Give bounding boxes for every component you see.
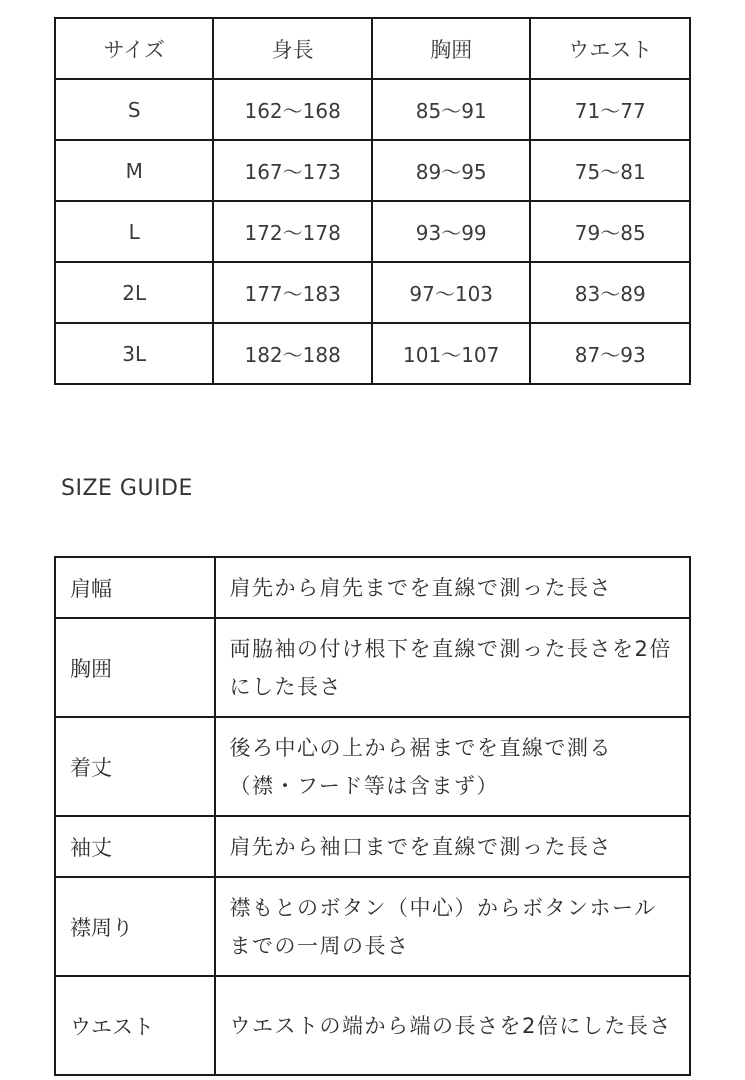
height-cell: 162〜168 (213, 79, 372, 140)
chest-cell: 101〜107 (372, 323, 531, 384)
height-cell: 182〜188 (213, 323, 372, 384)
table-row (55, 323, 690, 384)
chest-cell: 97〜103 (372, 262, 531, 323)
height-cell: 167〜173 (213, 140, 372, 201)
table-row (55, 557, 690, 618)
guide-value-cell: 後ろ中心の上から裾までを直線で測る（襟・フード等は含まず） (215, 717, 691, 816)
guide-value-cell: 肩先から袖口までを直線で測った長さ (215, 816, 691, 877)
table-row (55, 976, 690, 1075)
size-guide-table (54, 556, 691, 1076)
size-cell: L (55, 201, 213, 262)
waist-cell: 83〜89 (530, 262, 690, 323)
size-cell: 3L (55, 323, 213, 384)
guide-key-cell: ウエスト (55, 976, 215, 1075)
size-cell: M (55, 140, 213, 201)
size-table (54, 17, 691, 385)
waist-cell: 75〜81 (530, 140, 690, 201)
waist-cell: 71〜77 (530, 79, 690, 140)
guide-value-cell: 肩先から肩先までを直線で測った長さ (215, 557, 691, 618)
table-row (55, 79, 690, 140)
table-row (55, 877, 690, 976)
chest-cell: 85〜91 (372, 79, 531, 140)
size-cell: 2L (55, 262, 213, 323)
chest-header-cell: 胸囲 (372, 18, 531, 79)
table-row (55, 262, 690, 323)
chest-cell: 93〜99 (372, 201, 531, 262)
size-cell: S (55, 79, 213, 140)
table-row (55, 140, 690, 201)
waist-cell: 79〜85 (530, 201, 690, 262)
guide-key-cell: 肩幅 (55, 557, 215, 618)
guide-key-cell: 胸囲 (55, 618, 215, 717)
table-row (55, 618, 690, 717)
table-row (55, 201, 690, 262)
waist-cell: 87〜93 (530, 323, 690, 384)
height-cell: 177〜183 (213, 262, 372, 323)
height-header-cell: 身長 (213, 18, 372, 79)
size-guide-heading: SIZE GUIDE (61, 476, 193, 501)
waist-header-cell: ウエスト (530, 18, 690, 79)
size-header-cell: サイズ (55, 18, 213, 79)
guide-value-cell: ウエストの端から端の長さを2倍にした長さ (215, 976, 691, 1075)
table-row (55, 717, 690, 816)
table-row (55, 816, 690, 877)
guide-value-cell: 襟もとのボタン（中心）からボタンホールまでの一周の長さ (215, 877, 691, 976)
size-table-header-row (55, 18, 690, 79)
height-cell: 172〜178 (213, 201, 372, 262)
guide-value-cell: 両脇袖の付け根下を直線で測った長さを2倍にした長さ (215, 618, 691, 717)
guide-key-cell: 着丈 (55, 717, 215, 816)
guide-key-cell: 袖丈 (55, 816, 215, 877)
chest-cell: 89〜95 (372, 140, 531, 201)
guide-key-cell: 襟周り (55, 877, 215, 976)
